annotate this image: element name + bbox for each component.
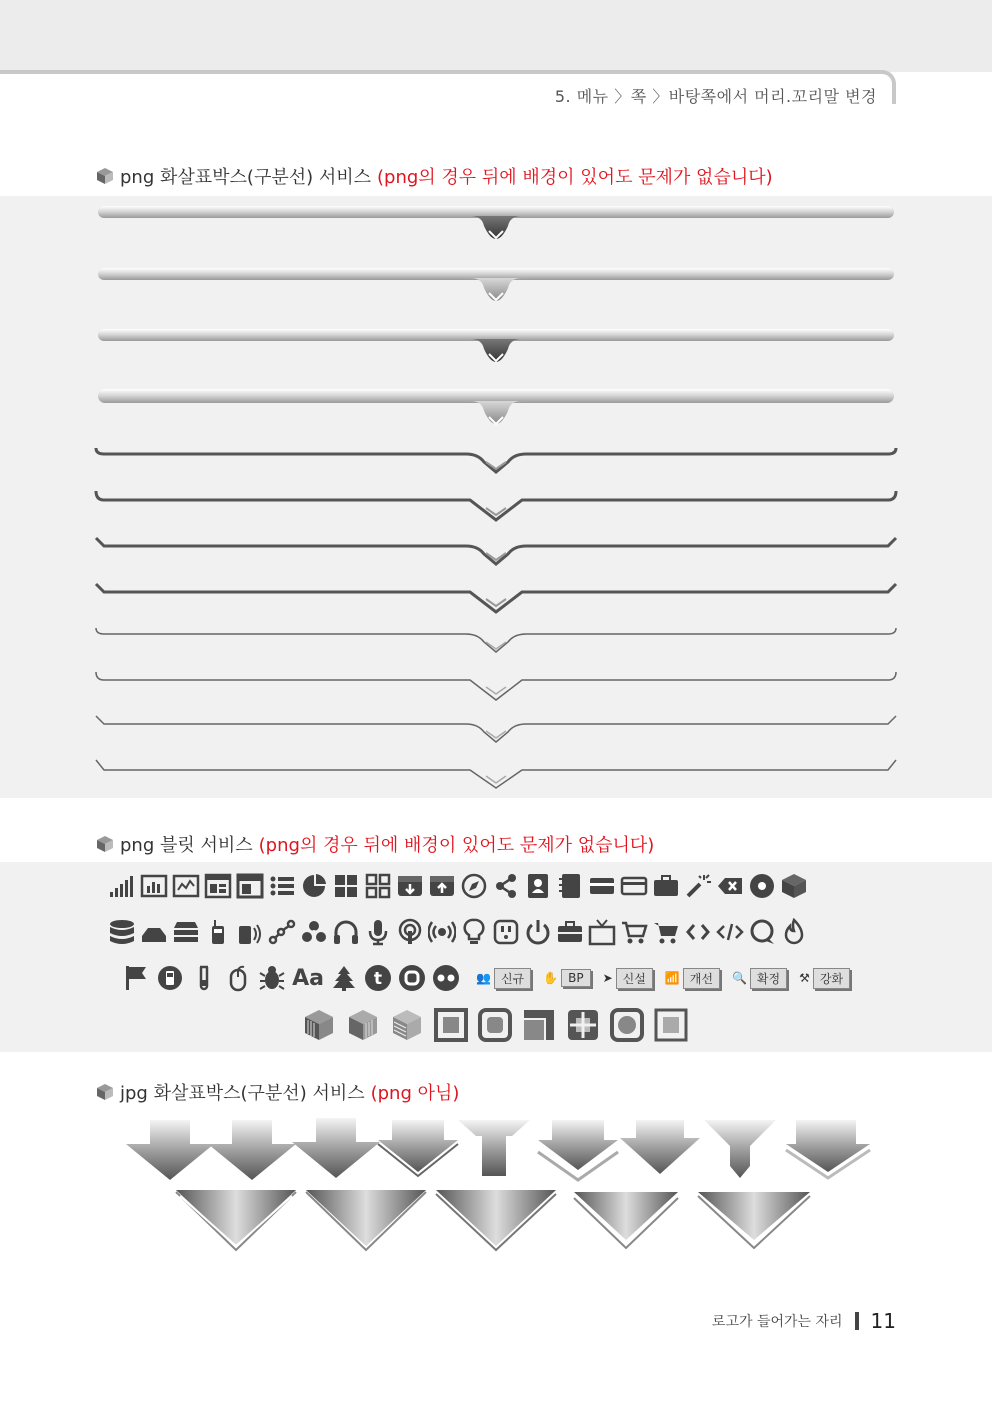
chevron-5 (698, 1192, 810, 1248)
tumblr-icon (364, 964, 392, 992)
tag-label: BP (561, 969, 590, 987)
flag-icon (122, 964, 150, 992)
footer-divider (855, 1312, 859, 1330)
download-box-icon (396, 872, 424, 900)
frame-square-icon (434, 1008, 468, 1042)
signal-icon: 📶 (664, 971, 680, 985)
tag-confirm (732, 968, 787, 989)
tag-label: 강화 (813, 968, 850, 989)
arrow-2 (208, 1120, 296, 1180)
frame-cross-icon (566, 1008, 600, 1042)
chat-bubble-icon (748, 918, 776, 946)
divider-gradient-4 (98, 389, 894, 424)
tag-new (476, 968, 531, 989)
hand-icon: ✋ (543, 971, 559, 985)
cube-icon (96, 1083, 114, 1101)
bar-chart-icon (140, 872, 168, 900)
cursor-icon: ➤ (602, 971, 613, 985)
divider-gradient-3 (98, 329, 894, 362)
tag-improve (665, 968, 720, 989)
tag-label: 개선 (683, 968, 720, 989)
bullet-row-2 (108, 918, 808, 946)
tag-strengthen (799, 968, 850, 989)
database-icon (108, 918, 136, 946)
cart-outline-icon (652, 918, 680, 946)
phone-badge-icon (156, 964, 184, 992)
window-icon (236, 872, 264, 900)
magic-wand-icon (684, 872, 712, 900)
section-note: (png 아님) (370, 1083, 460, 1104)
frame-plain-icon (654, 1008, 688, 1042)
card-icon (588, 872, 616, 900)
bullet-tags (476, 968, 862, 989)
cube-stripe-icon (346, 1008, 380, 1042)
mouse-icon (224, 964, 252, 992)
tag-label: 신규 (494, 968, 531, 989)
arrow-6 (538, 1120, 618, 1180)
upload-box-icon (428, 872, 456, 900)
cube-stripe-icon (390, 1008, 424, 1042)
logo-placeholder-text: 로고가 들어가는 자리 (711, 1314, 843, 1330)
font-icon: Aa (292, 965, 324, 991)
walkie-talkie-icon (204, 918, 232, 946)
broadcast-icon (428, 918, 456, 946)
drive-icon (140, 918, 168, 946)
grid-filled-icon (332, 872, 360, 900)
backspace-icon (716, 872, 744, 900)
divider-thin-2 (96, 672, 896, 700)
section-title-png-bullet (96, 831, 654, 857)
section-note: (png의 경우 뒤에 배경이 있어도 문제가 없습니다) (377, 167, 773, 188)
headphones-icon (332, 918, 360, 946)
card-outline-icon (620, 872, 648, 900)
divider-line-3 (96, 538, 896, 564)
divider-thin-3 (96, 716, 896, 742)
tag-bp (543, 969, 590, 987)
power-icon (524, 918, 552, 946)
page-footer (712, 1309, 896, 1333)
grid-outline-icon (364, 872, 392, 900)
chevron-3 (436, 1190, 556, 1250)
divider-gradient-1 (98, 206, 894, 239)
share-icon (492, 872, 520, 900)
tag-label: 신설 (616, 968, 653, 989)
cube-icon (96, 835, 114, 853)
page-number: 11 (870, 1309, 896, 1333)
divider-samples (0, 196, 992, 798)
header-band (0, 0, 992, 72)
biohazard-icon (300, 918, 328, 946)
divider-thin-4 (96, 760, 896, 788)
jpg-arrow-samples (120, 1116, 872, 1256)
lightbulb-icon (460, 918, 488, 946)
arrow-1 (126, 1120, 214, 1180)
divider-thin-1 (96, 628, 896, 652)
tag-label: 확정 (750, 968, 787, 989)
box-icon (780, 872, 808, 900)
cube-icon (96, 167, 114, 185)
chevron-1 (176, 1190, 296, 1250)
divider-line-1 (96, 448, 896, 472)
section-title-text: jpg 화살표박스(구분선) 서비스 (120, 1083, 365, 1104)
section-title-text: png 화살표박스(구분선) 서비스 (120, 167, 372, 188)
list-icon (268, 872, 296, 900)
bullet-row-3 (122, 964, 862, 992)
tools-icon: ⚒ (799, 971, 810, 985)
code-slash-icon (716, 918, 744, 946)
section-title-png-divider (96, 163, 773, 189)
test-tube-icon (190, 964, 218, 992)
line-chart-icon (172, 872, 200, 900)
server-icon (172, 918, 200, 946)
frame-rounded-icon (478, 1008, 512, 1042)
code-brackets-icon (684, 918, 712, 946)
breadcrumb: 5. 메뉴 〉쪽 〉바탕쪽에서 머리.꼬리말 변경 (554, 87, 877, 106)
briefcase-icon (652, 872, 680, 900)
toolbox-icon (556, 918, 584, 946)
arrow-9 (786, 1120, 870, 1178)
contact-book-icon (524, 872, 552, 900)
divider-gradient-2 (98, 268, 894, 301)
flickr-icon (432, 964, 460, 992)
arrow-3 (292, 1118, 380, 1178)
divider-line-2 (96, 491, 896, 520)
frame-corner-icon (522, 1008, 556, 1042)
signal-bars-icon (108, 872, 136, 900)
pie-chart-icon (300, 872, 328, 900)
compass-icon (460, 872, 488, 900)
tag-new-establish (603, 968, 653, 989)
radio-icon (236, 918, 264, 946)
notebook-icon (556, 872, 584, 900)
bullet-row-1 (108, 872, 808, 900)
section-title-jpg-divider (96, 1079, 459, 1105)
cart-icon (620, 918, 648, 946)
section-note: (png의 경우 뒤에 배경이 있어도 문제가 없습니다) (258, 835, 655, 856)
outlet-icon (492, 918, 520, 946)
arrow-5 (458, 1120, 530, 1176)
tv-icon (588, 918, 616, 946)
chevron-2 (306, 1190, 426, 1250)
flame-icon (780, 918, 808, 946)
frame-circle-icon (610, 1008, 644, 1042)
divider-line-4 (96, 584, 896, 612)
podcast-icon (396, 918, 424, 946)
users-icon: 👥 (476, 971, 491, 985)
nodes-icon (268, 918, 296, 946)
arrow-8 (704, 1120, 776, 1178)
arrow-4 (378, 1120, 458, 1176)
layout-icon (204, 872, 232, 900)
chevron-4 (574, 1192, 678, 1248)
arrow-7 (620, 1120, 700, 1174)
svg-text:t: t (373, 969, 383, 989)
tree-icon (330, 964, 358, 992)
cube-stripe-icon (302, 1008, 336, 1042)
disc-icon (748, 872, 776, 900)
bug-icon (258, 964, 286, 992)
blogger-icon (398, 964, 426, 992)
section-title-text: png 블릿 서비스 (120, 835, 253, 856)
search-icon: 🔍 (731, 971, 747, 985)
microphone-icon (364, 918, 392, 946)
bullet-row-4 (302, 1008, 688, 1042)
